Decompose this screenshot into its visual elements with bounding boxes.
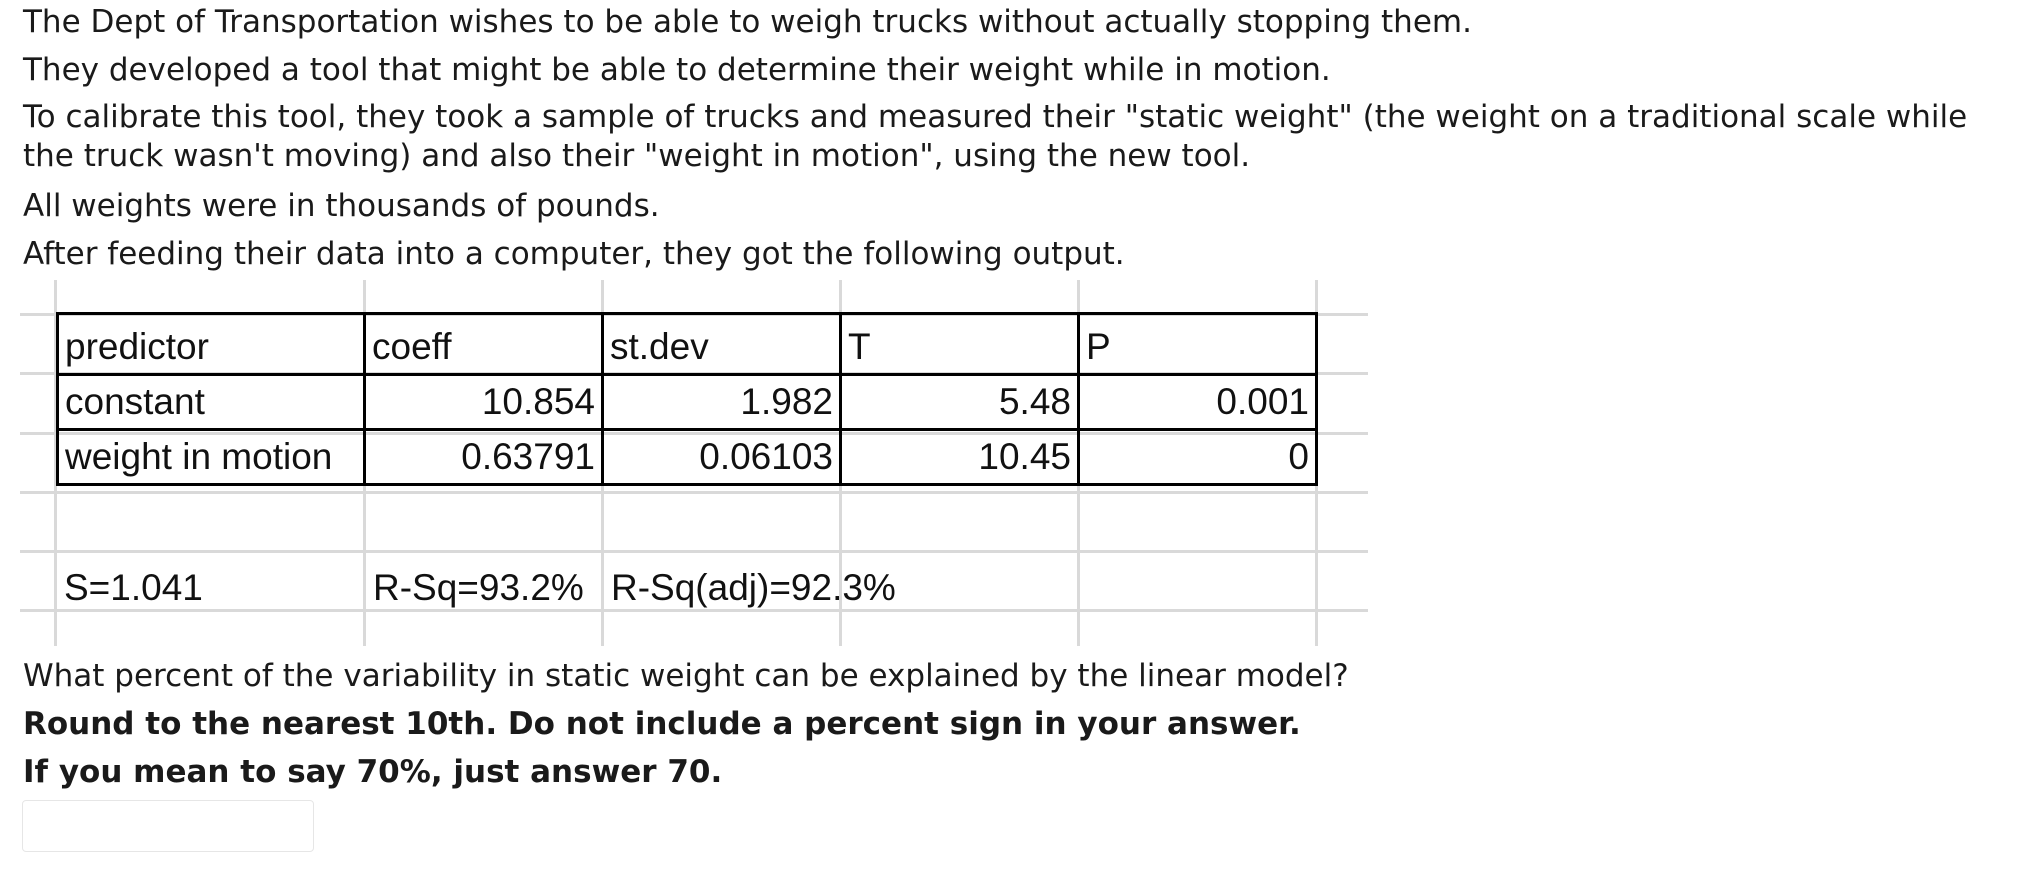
gridline (20, 491, 1368, 494)
intro-line-2: They developed a tool that might be able to determine their weight while in motion. (23, 52, 1331, 88)
cell-t: 10.45 (841, 430, 1079, 485)
r-squared-adjusted: R-Sq(adj)=92.3% (611, 567, 896, 608)
intro-line-3: To calibrate this tool, they took a sample of trucks and measured their "static weight" (the weight on a traditional scale while the truck wasn't moving) and also their "weight in motion", using the new tool. (23, 99, 1968, 174)
table-header-row (58, 314, 1317, 375)
intro-line-1: The Dept of Transportation wishes to be able to weigh trucks without actually stopping them. (23, 4, 1472, 40)
header-stdev: st.dev (603, 314, 841, 375)
regression-output-image (20, 280, 1368, 646)
r-squared: R-Sq=93.2% (373, 567, 584, 608)
cell-coeff: 10.854 (365, 375, 603, 430)
answer-input[interactable] (22, 800, 314, 852)
table-row (58, 430, 1317, 485)
s-statistic: S=1.041 (64, 567, 203, 608)
question-instruction-2: If you mean to say 70%, just answer 70. (23, 754, 723, 790)
cell-t: 5.48 (841, 375, 1079, 430)
intro-line-4: All weights were in thousands of pounds. (23, 188, 660, 224)
gridline (20, 550, 1368, 553)
regression-table (56, 312, 1318, 486)
table-row (58, 375, 1317, 430)
cell-stdev: 0.06103 (603, 430, 841, 485)
header-t: T (841, 314, 1079, 375)
question-instruction-1: Round to the nearest 10th. Do not include a percent sign in your answer. (23, 706, 1301, 742)
header-coeff: coeff (365, 314, 603, 375)
intro-line-5: After feeding their data into a computer, they got the following output. (23, 236, 1125, 272)
cell-coeff: 0.63791 (365, 430, 603, 485)
question-prompt: What percent of the variability in static weight can be explained by the linear model? (23, 658, 1349, 694)
cell-p: 0.001 (1079, 375, 1317, 430)
cell-predictor: constant (58, 375, 365, 430)
cell-predictor: weight in motion (58, 430, 365, 485)
header-predictor: predictor (58, 314, 365, 375)
header-p: P (1079, 314, 1317, 375)
cell-p: 0 (1079, 430, 1317, 485)
cell-stdev: 1.982 (603, 375, 841, 430)
